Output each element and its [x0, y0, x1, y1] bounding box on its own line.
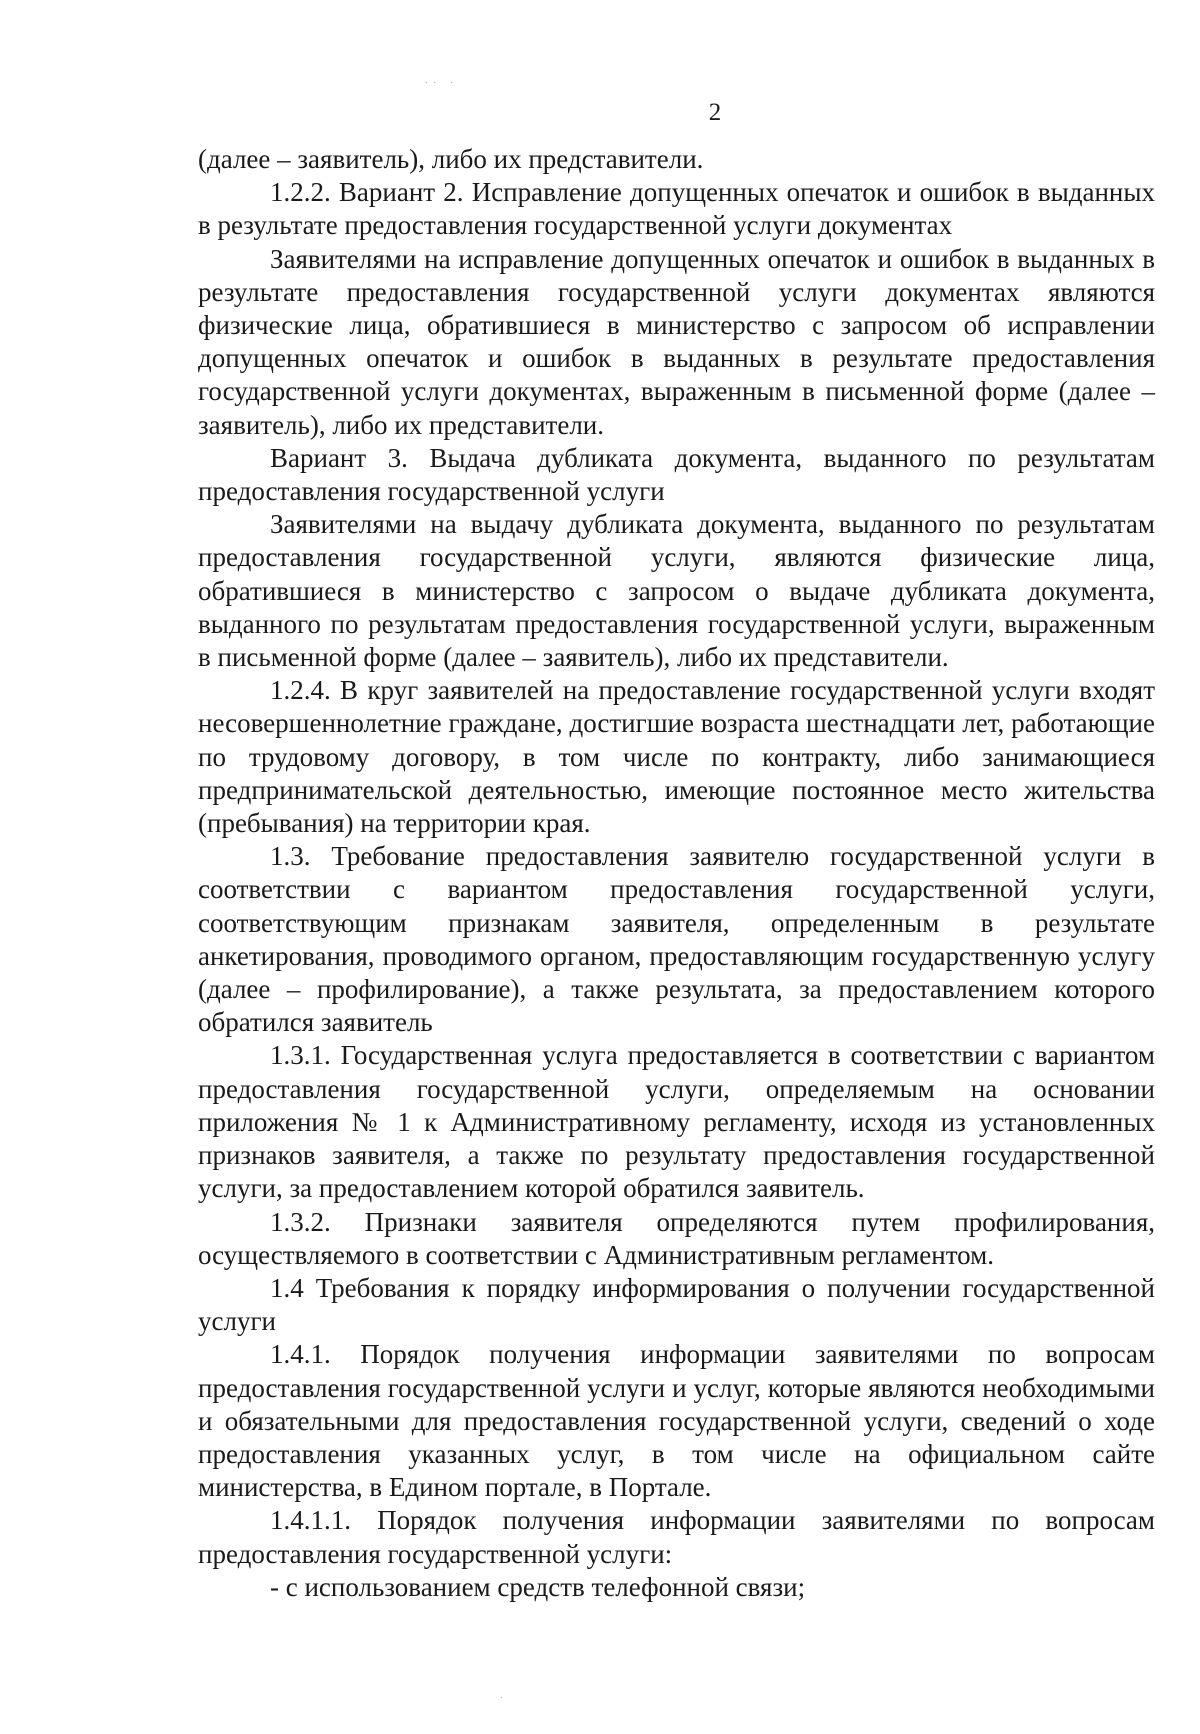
- document-body: [198, 143, 1155, 1604]
- paragraph: Заявителями на исправление допущенных опечаток и ошибок в выданных в результате предоставления государственной услуги документах являются физические лица, обратившиеся в министерство с запросом об исправлении допущенных опечаток и ошибок в выданных в результате предоставления государственной услуги документах, выраженным в письменной форме (далее – заявитель), либо их представители.: [198, 243, 1155, 440]
- scan-artifact: .. .: [425, 75, 459, 86]
- paragraph: 1.4 Требования к порядку информирования о получении государственной услуги: [198, 1272, 1155, 1337]
- paragraph: Заявителями на выдачу дубликата документа, выданного по результатам предоставления государственной услуги, являются физические лица, обратившиеся в министерство с запросом о выдаче дубликата документа, выданного по результатам предоставления государственной услуги, выраженным в письменной форме (далее – заявитель), либо их представители.: [198, 509, 1155, 673]
- page-number: 2: [708, 99, 722, 126]
- paragraph: 1.3.1. Государственная услуга предоставляется в соответствии с вариантом предоставления государственной услуги, определяемым на основании приложения № 1 к Административному регламенту, исходя из установленных признаков заявителя, а также по результату предоставления государственной услуги, за предоставлением которой обратился заявитель.: [198, 1040, 1155, 1204]
- scan-artifact: .: [500, 1690, 503, 1701]
- paragraph: 1.4.1.1. Порядок получения информации заявителями по вопросам предоставления государственной услуги:: [198, 1505, 1155, 1569]
- paragraph: 1.2.4. В круг заявителей на предоставление государственной услуги входят несовершеннолетние граждане, достигшие возраста шестнадцати лет, работающие по трудовому договору, в том числе по контракту, либо занимающиеся предпринимательской деятельностью, имеющие постоянное место жительства (пребывания) на территории края.: [198, 675, 1155, 839]
- paragraph: - с использованием средств телефонной связи;: [270, 1571, 806, 1602]
- paragraph: 1.3.2. Признаки заявителя определяются путем профилирования, осуществляемого в соответствии с Административным регламентом.: [198, 1206, 1155, 1270]
- paragraph: 1.2.2. Вариант 2. Исправление допущенных опечаток и ошибок в выданных в результате предоставления государственной услуги документах: [198, 177, 1155, 241]
- paragraph: 1.4.1. Порядок получения информации заявителями по вопросам предоставления государственной услуги и услуг, которые являются необходимыми и обязательными для предоставления государственной услуги, сведений о ходе предоставления указанных услуг, в том числе на официальном сайте министерства, в Едином портале, в Портале.: [198, 1339, 1155, 1503]
- paragraph: 1.3. Требование предоставления заявителю государственной услуги в соответствии с вариантом предоставления государственной услуги, соответствующим признакам заявителя, определенным в результате анкетирования, проводимого органом, предоставляющим государственную услугу (далее – профилирование), а также результата, за предоставлением которого обратился заявитель: [198, 841, 1155, 1038]
- paragraph: Вариант 3. Выдача дубликата документа, выданного по результатам предоставления государственной услуги: [198, 442, 1155, 507]
- paragraph: (далее – заявитель), либо их представители.: [198, 144, 704, 174]
